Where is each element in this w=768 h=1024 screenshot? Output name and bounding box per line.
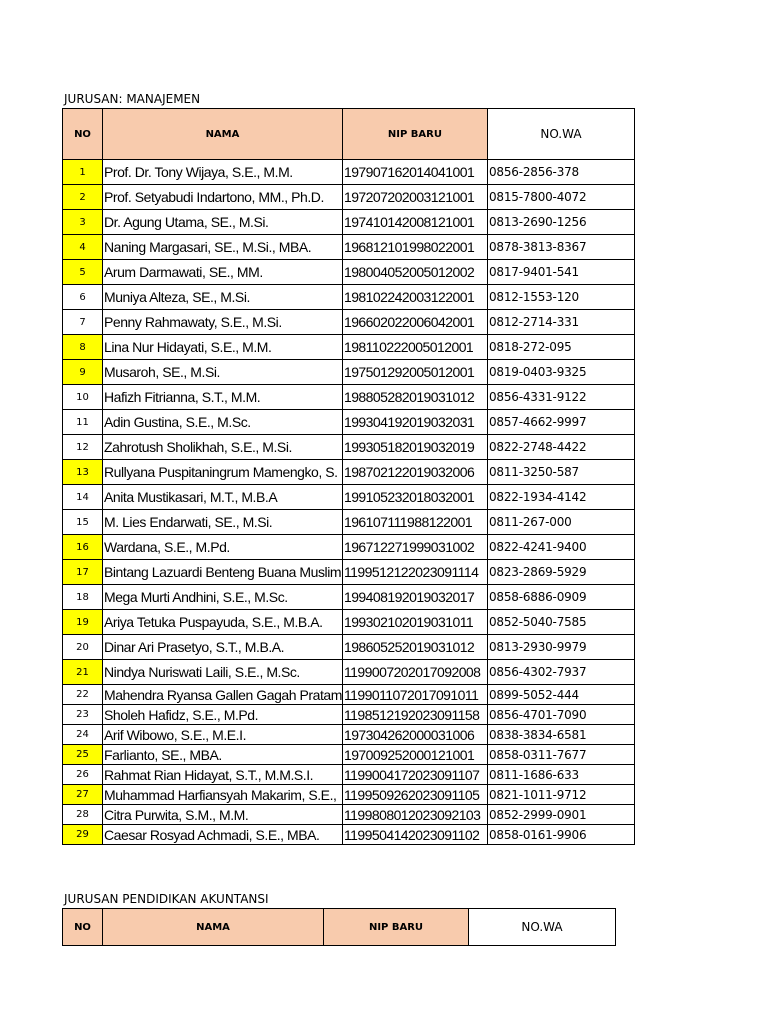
row-nip: 196812101998022001 <box>342 235 487 260</box>
row-name: Prof. Dr. Tony Wijaya, S.E., M.M. <box>103 160 343 185</box>
row-nip: 197207202003121001 <box>342 185 487 210</box>
row-name: Dinar Ari Prasetyo, S.T., M.B.A. <box>103 635 343 660</box>
row-nip: 1198512192023091158 <box>342 705 487 725</box>
table-row <box>63 260 635 285</box>
row-name: Zahrotush Sholikhah, S.E., M.Si. <box>103 435 343 460</box>
row-name: Arif Wibowo, S.E., M.E.I. <box>103 725 343 745</box>
row-wa: 0878-3813-8367 <box>487 235 634 260</box>
row-wa: 0817-9401-541 <box>487 260 634 285</box>
row-wa: 0818-272-095 <box>487 335 634 360</box>
row-wa: 0899-5052-444 <box>487 685 634 705</box>
row-wa: 0858-6886-0909 <box>487 585 634 610</box>
row-name: Wardana, S.E., M.Pd. <box>103 535 343 560</box>
row-wa: 0811-267-000 <box>487 510 634 535</box>
row-nip: 197009252000121001 <box>342 745 487 765</box>
row-number: 21 <box>63 660 103 685</box>
row-number: 15 <box>63 510 103 535</box>
table-row <box>63 335 635 360</box>
row-nip: 197304262000031006 <box>342 725 487 745</box>
row-name: Muniya Alteza, SE., M.Si. <box>103 285 343 310</box>
table-row <box>63 660 635 685</box>
row-nip: 197907162014041001 <box>342 160 487 185</box>
row-number: 3 <box>63 210 103 235</box>
row-name: Arum Darmawati, SE., MM. <box>103 260 343 285</box>
table-row <box>63 460 635 485</box>
table-pendidikan-akuntansi <box>62 908 616 946</box>
table-row <box>63 560 635 585</box>
row-wa: 0821-1011-9712 <box>487 785 634 805</box>
table-row <box>63 485 635 510</box>
table-manajemen <box>62 108 635 845</box>
row-wa: 0852-5040-7585 <box>487 610 634 635</box>
table-row <box>63 185 635 210</box>
row-number: 7 <box>63 310 103 335</box>
row-nip: 1199011072017091011 <box>342 685 487 705</box>
row-wa: 0823-2869-5929 <box>487 560 634 585</box>
row-nip: 199302102019031011 <box>342 610 487 635</box>
row-number: 14 <box>63 485 103 510</box>
row-nip: 198702122019032006 <box>342 460 487 485</box>
row-wa: 0856-4302-7937 <box>487 660 634 685</box>
row-number: 8 <box>63 335 103 360</box>
row-number: 16 <box>63 535 103 560</box>
table-row <box>63 610 635 635</box>
row-nip: 199408192019032017 <box>342 585 487 610</box>
table-row <box>63 635 635 660</box>
row-name: Penny Rahmawaty, S.E., M.Si. <box>103 310 343 335</box>
row-nip: 196602022006042001 <box>342 310 487 335</box>
row-name: Mega Murti Andhini, S.E., M.Sc. <box>103 585 343 610</box>
row-number: 23 <box>63 705 103 725</box>
row-wa: 0852-2999-0901 <box>487 805 634 825</box>
row-name: M. Lies Endarwati, SE., M.Si. <box>103 510 343 535</box>
table-row <box>63 685 635 705</box>
row-number: 27 <box>63 785 103 805</box>
row-nip: 196107111988122001 <box>342 510 487 535</box>
row-number: 26 <box>63 765 103 785</box>
row-name: Sholeh Hafidz, S.E., M.Pd. <box>103 705 343 725</box>
row-nip: 197501292005012001 <box>342 360 487 385</box>
header-wa: NO.WA <box>469 909 616 946</box>
table-row <box>63 745 635 765</box>
row-nip: 1199808012023092103 <box>342 805 487 825</box>
row-number: 9 <box>63 360 103 385</box>
table-row <box>63 785 635 805</box>
row-name: Dr. Agung Utama, SE., M.Si. <box>103 210 343 235</box>
section-title-pendidikan-akuntansi: JURUSAN PENDIDIKAN AKUNTANSI <box>64 892 269 906</box>
row-number: 17 <box>63 560 103 585</box>
header-nama: NAMA <box>103 909 324 946</box>
row-name: Caesar Rosyad Achmadi, S.E., MBA. <box>103 825 343 845</box>
row-name: Hafizh Fitrianna, S.T., M.M. <box>103 385 343 410</box>
table-row <box>63 585 635 610</box>
row-name: Citra Purwita, S.M., M.M. <box>103 805 343 825</box>
row-nip: 1199504142023091102 <box>342 825 487 845</box>
row-wa: 0812-1553-120 <box>487 285 634 310</box>
row-number: 29 <box>63 825 103 845</box>
row-nip: 1199007202017092008 <box>342 660 487 685</box>
row-wa: 0813-2690-1256 <box>487 210 634 235</box>
row-name: Rullyana Puspitaningrum Mamengko, S. <box>103 460 343 485</box>
row-number: 18 <box>63 585 103 610</box>
row-wa: 0856-4701-7090 <box>487 705 634 725</box>
table-row <box>63 805 635 825</box>
row-name: Anita Mustikasari, M.T., M.B.A <box>103 485 343 510</box>
header-nip: NIP BARU <box>324 909 469 946</box>
row-nip: 198004052005012002 <box>342 260 487 285</box>
row-wa: 0822-1934-4142 <box>487 485 634 510</box>
row-wa: 0857-4662-9997 <box>487 410 634 435</box>
row-wa: 0838-3834-6581 <box>487 725 634 745</box>
row-name: Musaroh, SE., M.Si. <box>103 360 343 385</box>
row-wa: 0856-2856-378 <box>487 160 634 185</box>
row-nip: 199305182019032019 <box>342 435 487 460</box>
header-no: NO <box>63 909 103 946</box>
table-row <box>63 510 635 535</box>
row-name: Prof. Setyabudi Indartono, MM., Ph.D. <box>103 185 343 210</box>
table-row <box>63 725 635 745</box>
row-nip: 198805282019031012 <box>342 385 487 410</box>
row-number: 4 <box>63 235 103 260</box>
header-nip: NIP BARU <box>342 109 487 160</box>
table-row <box>63 410 635 435</box>
table-row <box>63 705 635 725</box>
row-wa: 0819-0403-9325 <box>487 360 634 385</box>
row-wa: 0858-0161-9906 <box>487 825 634 845</box>
row-number: 12 <box>63 435 103 460</box>
row-name: Naning Margasari, SE., M.Si., MBA. <box>103 235 343 260</box>
row-wa: 0813-2930-9979 <box>487 635 634 660</box>
row-wa: 0811-3250-587 <box>487 460 634 485</box>
row-nip: 1199512122023091114 <box>342 560 487 585</box>
row-number: 24 <box>63 725 103 745</box>
row-number: 28 <box>63 805 103 825</box>
row-number: 19 <box>63 610 103 635</box>
table-row <box>63 360 635 385</box>
row-name: Rahmat Rian Hidayat, S.T., M.M.S.I. <box>103 765 343 785</box>
row-name: Ariya Tetuka Puspayuda, S.E., M.B.A. <box>103 610 343 635</box>
row-nip: 1199509262023091105 <box>342 785 487 805</box>
row-number: 25 <box>63 745 103 765</box>
row-name: Lina Nur Hidayati, S.E., M.M. <box>103 335 343 360</box>
row-wa: 0822-2748-4422 <box>487 435 634 460</box>
row-name: Nindya Nuriswati Laili, S.E., M.Sc. <box>103 660 343 685</box>
row-number: 6 <box>63 285 103 310</box>
row-number: 10 <box>63 385 103 410</box>
row-wa: 0812-2714-331 <box>487 310 634 335</box>
row-wa: 0822-4241-9400 <box>487 535 634 560</box>
table-row <box>63 235 635 260</box>
header-wa: NO.WA <box>487 109 634 160</box>
table-header-row <box>63 109 635 160</box>
table-row <box>63 210 635 235</box>
row-number: 1 <box>63 160 103 185</box>
header-nama: NAMA <box>103 109 343 160</box>
row-nip: 199105232018032001 <box>342 485 487 510</box>
row-nip: 199304192019032031 <box>342 410 487 435</box>
row-wa: 0815-7800-4072 <box>487 185 634 210</box>
table-row <box>63 535 635 560</box>
row-name: Adin Gustina, S.E., M.Sc. <box>103 410 343 435</box>
table-row <box>63 435 635 460</box>
row-number: 11 <box>63 410 103 435</box>
row-nip: 196712271999031002 <box>342 535 487 560</box>
row-wa: 0856-4331-9122 <box>487 385 634 410</box>
table-row <box>63 310 635 335</box>
table-row <box>63 160 635 185</box>
row-number: 5 <box>63 260 103 285</box>
row-wa: 0858-0311-7677 <box>487 745 634 765</box>
row-nip: 1199004172023091107 <box>342 765 487 785</box>
row-number: 13 <box>63 460 103 485</box>
table-row <box>63 285 635 310</box>
row-name: Mahendra Ryansa Gallen Gagah Pratam <box>104 686 342 703</box>
row-nip: 198605252019031012 <box>342 635 487 660</box>
row-nip: 198110222005012001 <box>342 335 487 360</box>
row-wa: 0811-1686-633 <box>487 765 634 785</box>
row-name: Muhammad Harfiansyah Makarim, S.E., <box>103 785 343 805</box>
row-name: Farlianto, SE., MBA. <box>103 745 343 765</box>
row-name: Bintang Lazuardi Benteng Buana Muslim <box>103 560 343 585</box>
row-nip: 197410142008121001 <box>342 210 487 235</box>
row-number: 2 <box>63 185 103 210</box>
row-number: 20 <box>63 635 103 660</box>
row-number: 22 <box>63 685 103 705</box>
header-no: NO <box>63 109 103 160</box>
table-row <box>63 385 635 410</box>
table-row <box>63 765 635 785</box>
section-title-manajemen: JURUSAN: MANAJEMEN <box>64 92 201 106</box>
table-row <box>63 825 635 845</box>
table-header-row <box>63 909 616 946</box>
row-nip: 198102242003122001 <box>342 285 487 310</box>
